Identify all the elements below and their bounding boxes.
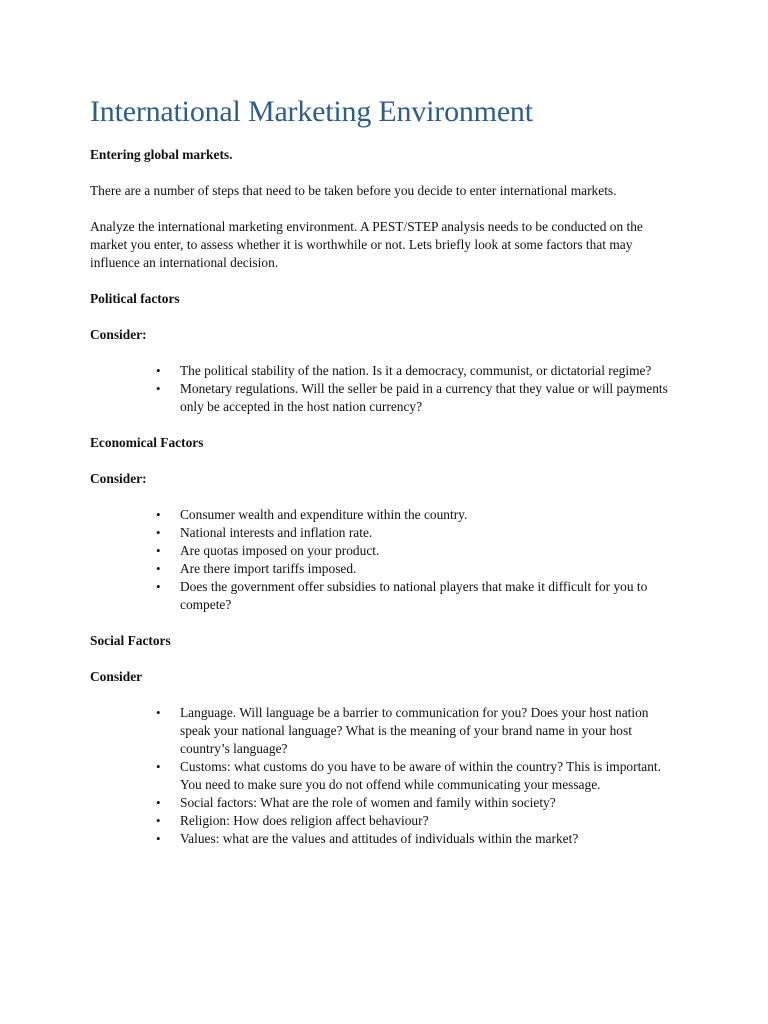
- list-item-text: Customs: what customs do you have to be aware of within the country? This is important. You need to make sure you do not offend while communicating your message.: [180, 759, 661, 792]
- list-item: [90, 560, 682, 578]
- bullet-icon: •: [156, 381, 161, 396]
- document-page: [90, 92, 682, 866]
- list-item-text: Language. Will language be a barrier to communication for you? Does your host nation speak your national language? What is the meaning of your brand name in your host country’s language?: [180, 705, 649, 756]
- list-item-text: The political stability of the nation. Is it a democracy, communist, or dictatorial regime?: [180, 363, 652, 378]
- bullet-icon: •: [156, 507, 161, 522]
- list-item-text: Are quotas imposed on your product.: [180, 543, 380, 558]
- list-item-text: Does the government offer subsidies to national players that make it difficult for you to compete?: [180, 579, 648, 612]
- section-heading-social: Social Factors: [90, 633, 171, 648]
- list-item: [90, 812, 682, 830]
- list-item-text: Consumer wealth and expenditure within the country.: [180, 507, 468, 522]
- list-item-text: Monetary regulations. Will the seller be paid in a currency that they value or will payments only be accepted in the host nation currency?: [180, 381, 668, 414]
- list-item: [90, 794, 682, 812]
- consider-label-economical: Consider:: [90, 471, 147, 486]
- list-item-text: Social factors: What are the role of women and family within society?: [180, 795, 556, 810]
- bullet-icon: •: [156, 363, 161, 378]
- list-item-text: Values: what are the values and attitudes of individuals within the market?: [180, 831, 579, 846]
- political-list: [90, 362, 682, 416]
- social-list: [90, 704, 682, 848]
- section-heading-political: Political factors: [90, 291, 180, 306]
- list-item: [90, 506, 682, 524]
- list-item: [90, 542, 682, 560]
- list-item: [90, 380, 682, 416]
- economical-list: [90, 506, 682, 614]
- document-title: International Marketing Environment: [90, 95, 533, 128]
- section-heading-entering: Entering global markets.: [90, 147, 233, 162]
- consider-label-social: Consider: [90, 669, 143, 684]
- analyze-paragraph: Analyze the international marketing environment. A PEST/STEP analysis needs to be conducted on the market you enter, to assess whether it is worthwhile or not. Lets briefly look at some factors that may influence an international decision.: [90, 219, 643, 270]
- bullet-icon: •: [156, 795, 161, 810]
- list-item-text: Religion: How does religion affect behaviour?: [180, 813, 429, 828]
- bullet-icon: •: [156, 759, 161, 774]
- list-item: [90, 830, 682, 848]
- list-item: [90, 704, 682, 758]
- bullet-icon: •: [156, 525, 161, 540]
- bullet-icon: •: [156, 831, 161, 846]
- section-heading-economical: Economical Factors: [90, 435, 204, 450]
- list-item: [90, 578, 682, 614]
- bullet-icon: •: [156, 543, 161, 558]
- bullet-icon: •: [156, 561, 161, 576]
- bullet-icon: •: [156, 813, 161, 828]
- bullet-icon: •: [156, 579, 161, 594]
- consider-label-political: Consider:: [90, 327, 147, 342]
- intro-paragraph: There are a number of steps that need to be taken before you decide to enter international markets.: [90, 183, 617, 198]
- list-item-text: Are there import tariffs imposed.: [180, 561, 357, 576]
- list-item: [90, 362, 682, 380]
- list-item-text: National interests and inflation rate.: [180, 525, 373, 540]
- list-item: [90, 524, 682, 542]
- list-item: [90, 758, 682, 794]
- bullet-icon: •: [156, 705, 161, 720]
